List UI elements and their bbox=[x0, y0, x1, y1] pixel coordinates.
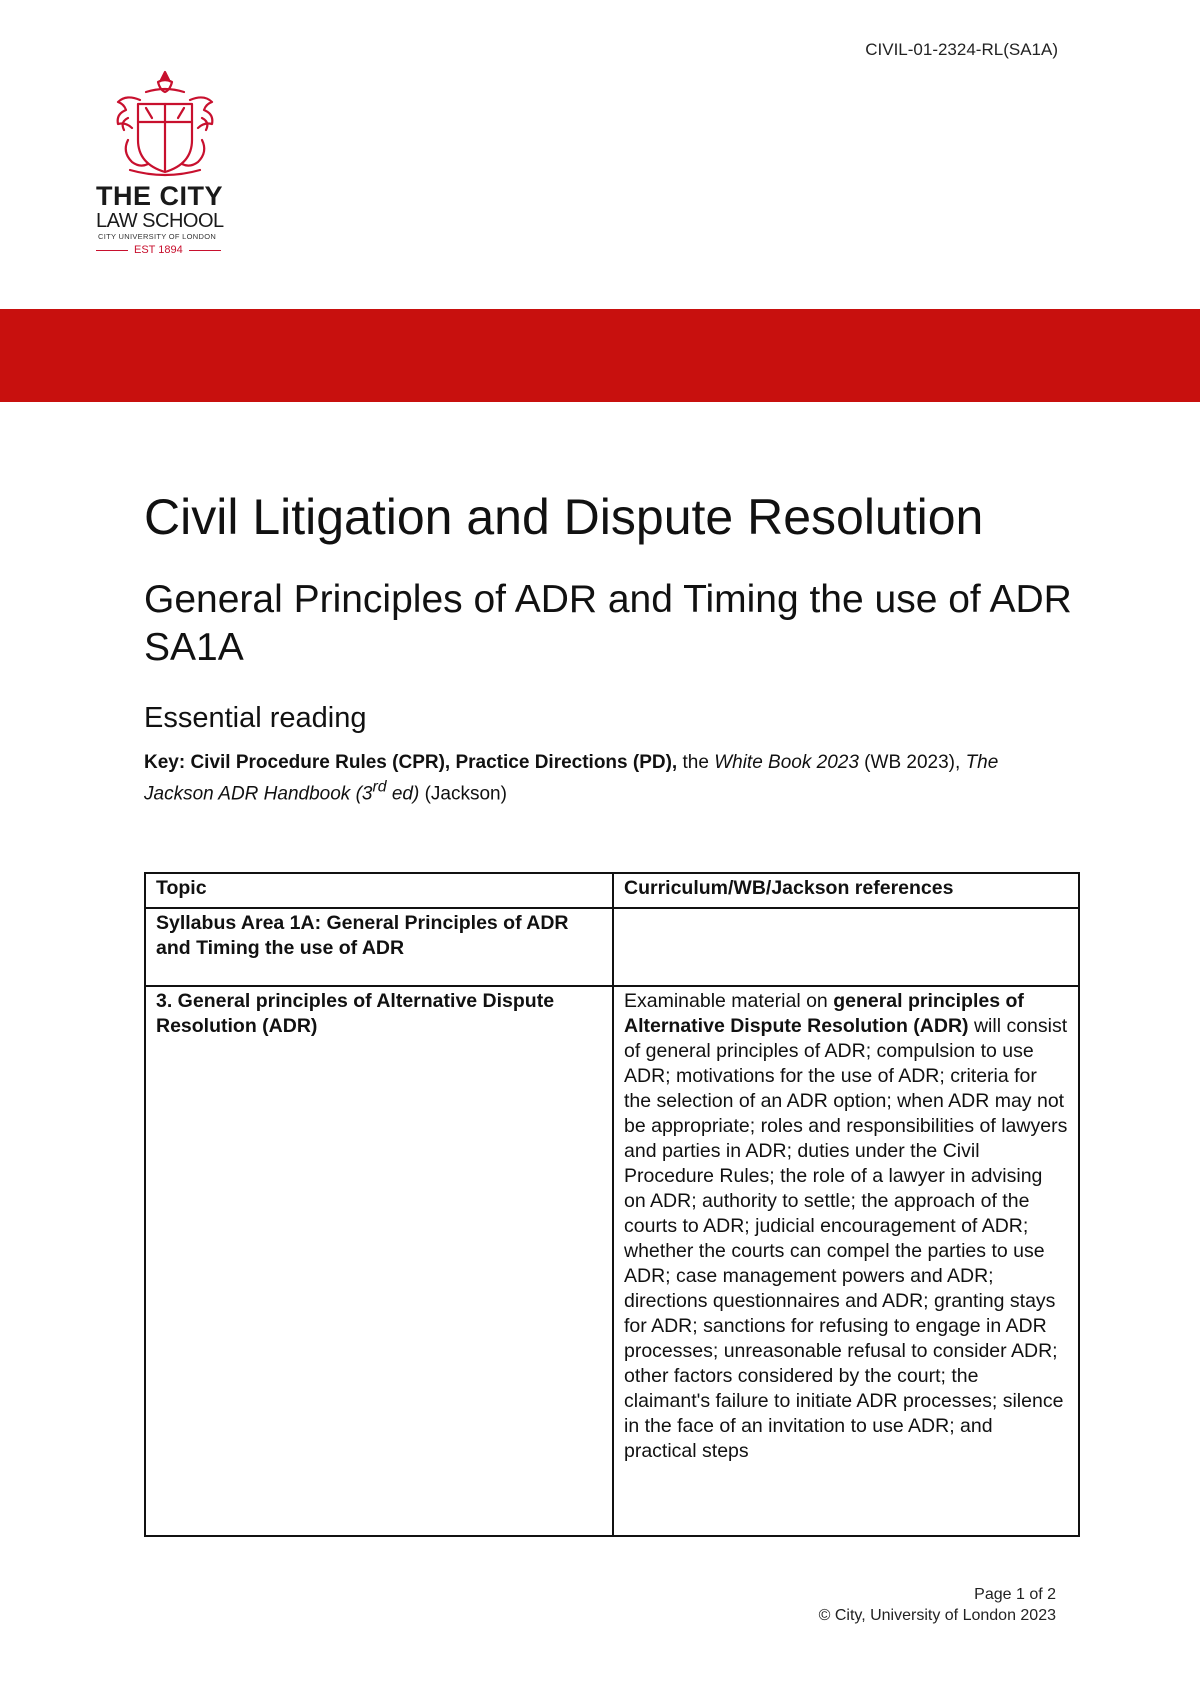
key-jackson-title-b: ed) bbox=[386, 783, 420, 805]
reading-table bbox=[144, 872, 1080, 1537]
key-text-1: the bbox=[677, 752, 715, 773]
key-jackson-title-a: The Jackson ADR Handbook (3 bbox=[144, 752, 999, 805]
logo-established bbox=[96, 244, 236, 256]
logo-line-the-city: THE CITY bbox=[96, 181, 224, 211]
topic-cell: 3. General principles of Alternative Dispute Resolution (ADR) bbox=[145, 986, 613, 1536]
key-text-3: (Jackson) bbox=[419, 783, 507, 805]
header-topic: Topic bbox=[145, 873, 613, 908]
ref-prefix: Examinable material on bbox=[624, 990, 834, 1012]
reading-key bbox=[144, 750, 1064, 806]
key-white-book: White Book 2023 bbox=[714, 752, 859, 773]
syllabus-area-cell: Syllabus Area 1A: General Principles of ADR and Timing the use of ADR bbox=[145, 908, 613, 986]
ref-rest: will consist of general principles of ADR; compulsion to use ADR; motivations for the use of ADR; criteria for the selection of an ADR option; when ADR may not be appropriate; roles and responsibilities of lawyers and parties in ADR; duties under the Civil Procedure Rules; the role of a lawyer in advising on ADR; authority to settle; the approach of the courts to ADR; judicial encouragement of ADR; whether the courts can compel the parties to use ADR; case management powers and ADR; directions questionnaires and ADR; granting stays for ADR; sanctions for refusing to engage in ADR processes; unreasonable refusal to consider ADR; other factors considered by the court; the claimant's failure to initiate ADR processes; silence in the face of an invitation to use ADR; and practical steps bbox=[624, 1015, 1068, 1462]
document-title: Civil Litigation and Dispute Resolution bbox=[144, 489, 984, 545]
city-crest-icon bbox=[110, 70, 220, 182]
red-banner bbox=[0, 309, 1200, 402]
logo-est-text: EST 1894 bbox=[134, 244, 183, 256]
key-text-2: (WB 2023), bbox=[858, 752, 966, 773]
logo-line-law-school: LAW SCHOOL bbox=[96, 210, 224, 232]
key-jackson-sup: rd bbox=[372, 779, 387, 796]
table-header-row bbox=[145, 873, 1079, 908]
table-row bbox=[145, 908, 1079, 986]
logo-line-university: CITY UNIVERSITY OF LONDON bbox=[98, 232, 217, 241]
section-heading: Essential reading bbox=[144, 702, 367, 734]
page-number: Page 1 of 2 bbox=[974, 1586, 1056, 1603]
page-footer bbox=[819, 1584, 1056, 1626]
table-row bbox=[145, 986, 1079, 1536]
key-label: Key: Civil Procedure Rules (CPR), Practice Directions (PD), bbox=[144, 752, 678, 773]
logo-rule-left bbox=[96, 250, 128, 251]
document-subtitle: General Principles of ADR and Timing the use of ADR SA1A bbox=[144, 578, 1072, 669]
city-law-school-logo bbox=[96, 70, 236, 256]
ref-bold: general principles of Alternative Dispute Resolution (ADR) bbox=[624, 990, 1024, 1037]
document-reference: CIVIL-01-2324-RL(SA1A) bbox=[865, 40, 1058, 59]
header-references: Curriculum/WB/Jackson references bbox=[613, 873, 1079, 908]
references-cell bbox=[613, 986, 1079, 1536]
syllabus-area-ref-cell bbox=[613, 908, 1079, 986]
copyright: © City, University of London 2023 bbox=[818, 1607, 1056, 1624]
logo-rule-right bbox=[189, 250, 221, 251]
